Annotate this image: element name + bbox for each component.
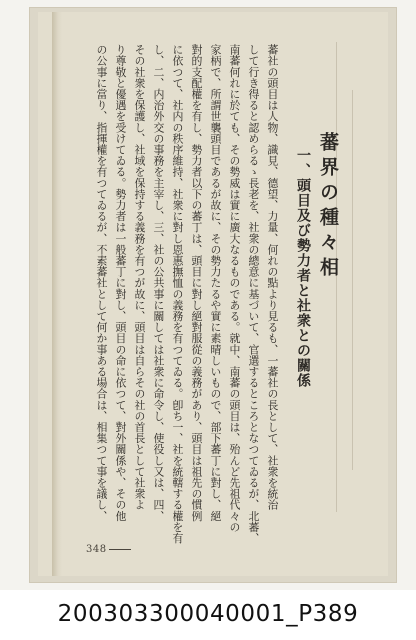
- body-text-column: に依つて、社内の秩序維持、社衆に對し恩惠撫恤の義務を有つてゐる。卽ち一、社を統轄する權を有: [171, 44, 184, 544]
- page-binding-shadow: [52, 12, 62, 576]
- body-text-column: 家柄で、所謂世襲頭目であるが故に、その勢力たるや實に素晴しいもので、部下蕃丁に對し、絕: [209, 44, 222, 522]
- bleed-through-mark: [352, 90, 353, 470]
- body-text-column: 對的支配權を有し、勢力者以下の蕃丁は、頭目に對し絕對服從の義務があり、頭目は祖先の慣例: [190, 44, 203, 522]
- body-text-column: の公事に當り、指揮權を有つてゐるが、不素蕃社として何か事ある場合は、相集つて事を議し、: [95, 44, 108, 522]
- body-text-column: 南蕃何れに於ても、その勢威は實に廣大なるものである。就中、南蕃の頭目は、殆んど先祖代々の: [228, 44, 241, 533]
- chapter-title: 蕃界の種々相: [317, 132, 339, 282]
- page-number: 348: [86, 544, 131, 555]
- body-text-column: して行き得ると認めらるゝ長老を、社衆の總意に基づいて、官選するところとなつてゐるが、北蕃、: [247, 44, 260, 544]
- body-text-column: 蕃社の頭目は人物、識見、德望、力量、何れの點より見るも、一蕃社の長として、社衆を統治: [266, 44, 279, 511]
- body-text-column: その社衆を保護し、社域を保持する義務を有つが故に、頭目は自らその社の首長として社衆よ: [133, 44, 146, 511]
- section-title: 一、頭目及び勢力者と社衆との關係: [295, 148, 311, 388]
- body-text-column: り尊敬と優遇を受けてゐる。勢力者は一般蕃丁に對し、頭目の命に依つて、對外關係や、その他: [114, 44, 127, 522]
- body-text-column: し、二、内治外交の事務を主宰し、三、社の公共事に關しては社衆に命令し、使役し又は、四、: [152, 44, 165, 522]
- image-caption: 200303300040001_P389: [57, 601, 359, 627]
